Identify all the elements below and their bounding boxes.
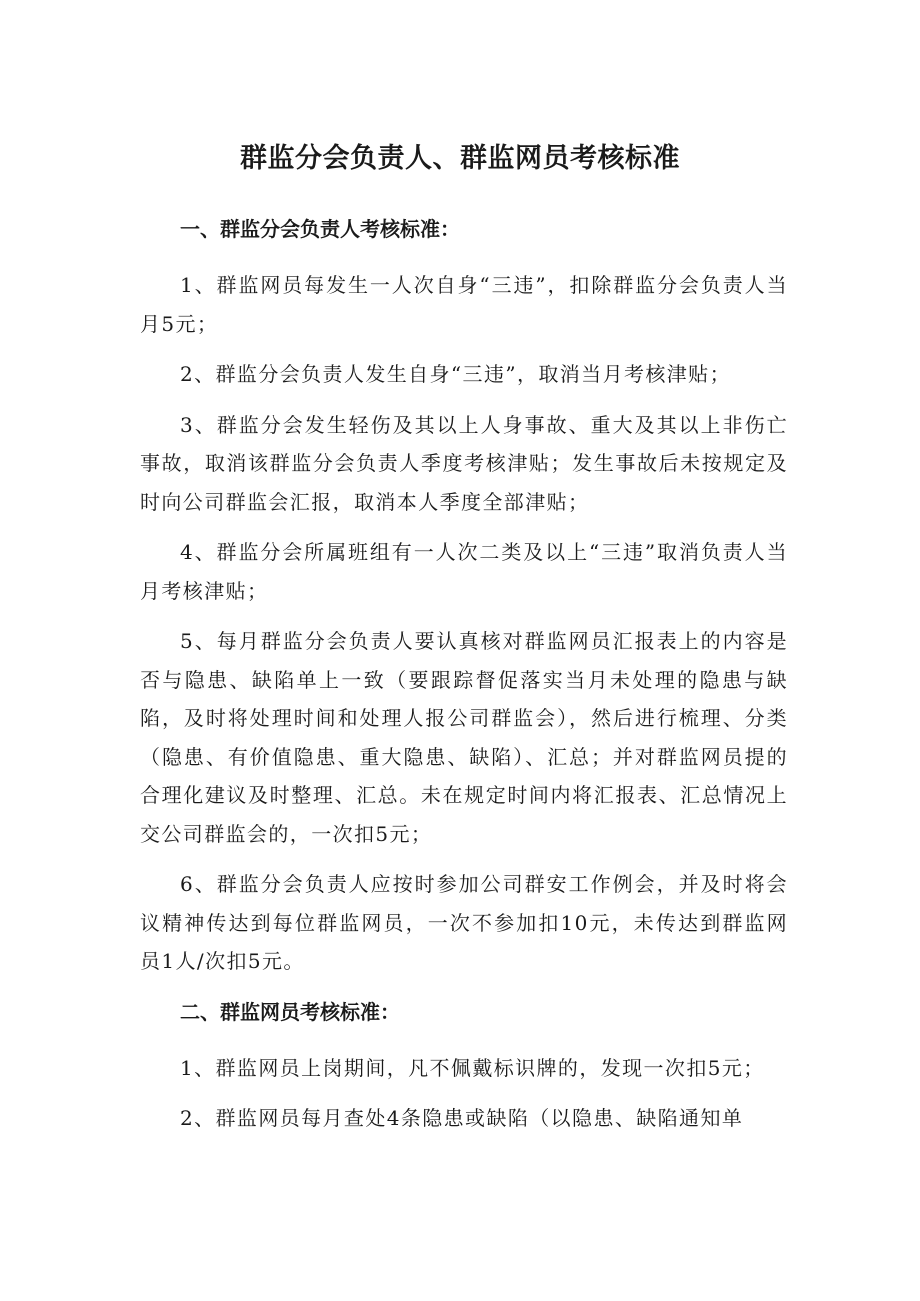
document-body [140,210,788,1150]
list-item: 6、群监分会负责人应按时参加公司群安工作例会，并及时将会议精神传达到每位群监网员，一次不参加扣10元，未传达到群监网员1人/次扣5元。 [140,872,788,973]
section-heading: 二、群监网员考核标准： [180,999,400,1024]
list-item: 4、群监分会所属班组有一人次二类及以上“三违”取消负责人当月考核津贴； [140,540,788,603]
section-heading: 一、群监分会负责人考核标准： [180,217,460,241]
list-item: 2、群监分会负责人发生自身“三违”，取消当月考核津贴； [180,362,731,386]
list-item: 5、每月群监分会负责人要认真核对群监网员汇报表上的内容是否与隐患、缺陷单上一致（要跟踪督促落实当月未处理的隐患与缺陷，及时将处理时间和处理人报公司群监会），然后进行梳理、分类（隐患、有价值隐患、重大隐患、缺陷）、汇总；并对群监网员提的合理化建议及时整理、汇总。未在规定时间内将汇报表、汇总情况上交公司群监会的，一次扣5元； [140,629,788,846]
document-title: 群监分会负责人、群监网员考核标准 [240,143,680,174]
list-item: 1、群监网员上岗期间，凡不佩戴标识牌的，发现一次扣5元； [180,1055,765,1080]
section-leader-standards [140,210,788,981]
list-item: 3、群监分会发生轻伤及其以上人身事故、重大及其以上非伤亡事故，取消该群监分会负责人季度考核津贴；发生事故后未按规定及时向公司群监会汇报，取消本人季度全部津贴； [140,412,788,514]
section-member-standards [140,993,788,1138]
list-item: 1、群监网员每发生一人次自身“三违”，扣除群监分会负责人当月5元； [140,273,788,336]
list-item: 2、群监网员每月查处4条隐患或缺陷（以隐患、缺陷通知单 [180,1106,744,1130]
